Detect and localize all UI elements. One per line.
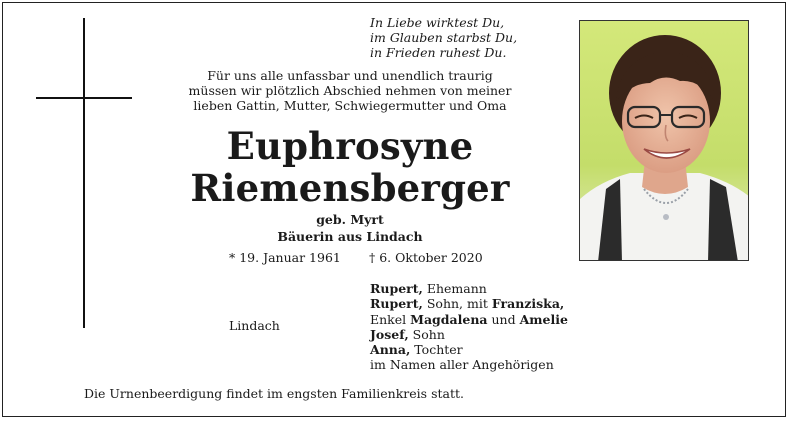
- portrait-illustration: [580, 21, 749, 261]
- mourners-list: [370, 281, 568, 373]
- portrait-photo: [579, 20, 749, 261]
- deceased-first-name: Euphrosyne: [226, 124, 474, 168]
- memorial-verse: In Liebe wirktest Du, im Glauben starbst Du, in Frieden ruhest Du.: [370, 15, 518, 60]
- mourner-name: Anna,: [370, 342, 411, 358]
- cross-horizontal-bar: [36, 97, 132, 99]
- mourner-line: [370, 327, 568, 342]
- mourner-relation: Sohn: [408, 326, 445, 342]
- funeral-notice: Die Urnenbeerdigung findet im engsten Familienkreis statt.: [84, 386, 464, 401]
- deceased-role: Bäuerin aus Lindach: [277, 229, 423, 244]
- mourner-relation: Enkel: [370, 311, 411, 327]
- mourner-relation: Tochter: [410, 342, 463, 358]
- mourner-relation: Sohn, mit: [422, 296, 492, 312]
- mourner-line: [370, 296, 568, 311]
- mourner-relation: im Namen aller Angehörigen: [370, 357, 554, 373]
- mourner-name: Rupert,: [370, 281, 423, 296]
- mourner-name: Rupert,: [370, 296, 423, 312]
- mourner-name: Magdalena: [410, 311, 488, 327]
- mourner-name: Franziska,: [491, 296, 565, 312]
- mourner-name: Amelie: [519, 311, 568, 327]
- deceased-last-name: Riemensberger: [190, 166, 510, 210]
- mourner-line: [370, 357, 568, 372]
- birth-date: * 19. Januar 1961: [229, 250, 341, 265]
- death-date: † 6. Oktober 2020: [369, 250, 483, 265]
- mourner-line: [370, 281, 568, 296]
- mourner-line: [370, 342, 568, 357]
- mourner-relation: und: [487, 311, 520, 327]
- mourner-line: [370, 312, 568, 327]
- place-name: Lindach: [229, 318, 280, 333]
- intro-text: Für uns alle unfassbar und unendlich traurig müssen wir plötzlich Abschied nehmen von meiner lieben Gattin, Mutter, Schwiegermutter und Oma: [188, 68, 512, 113]
- mourner-name: Josef,: [370, 326, 409, 342]
- mourner-relation: Ehemann: [422, 281, 487, 296]
- maiden-name: geb. Myrt: [316, 212, 384, 227]
- cross-vertical-bar: [83, 18, 85, 328]
